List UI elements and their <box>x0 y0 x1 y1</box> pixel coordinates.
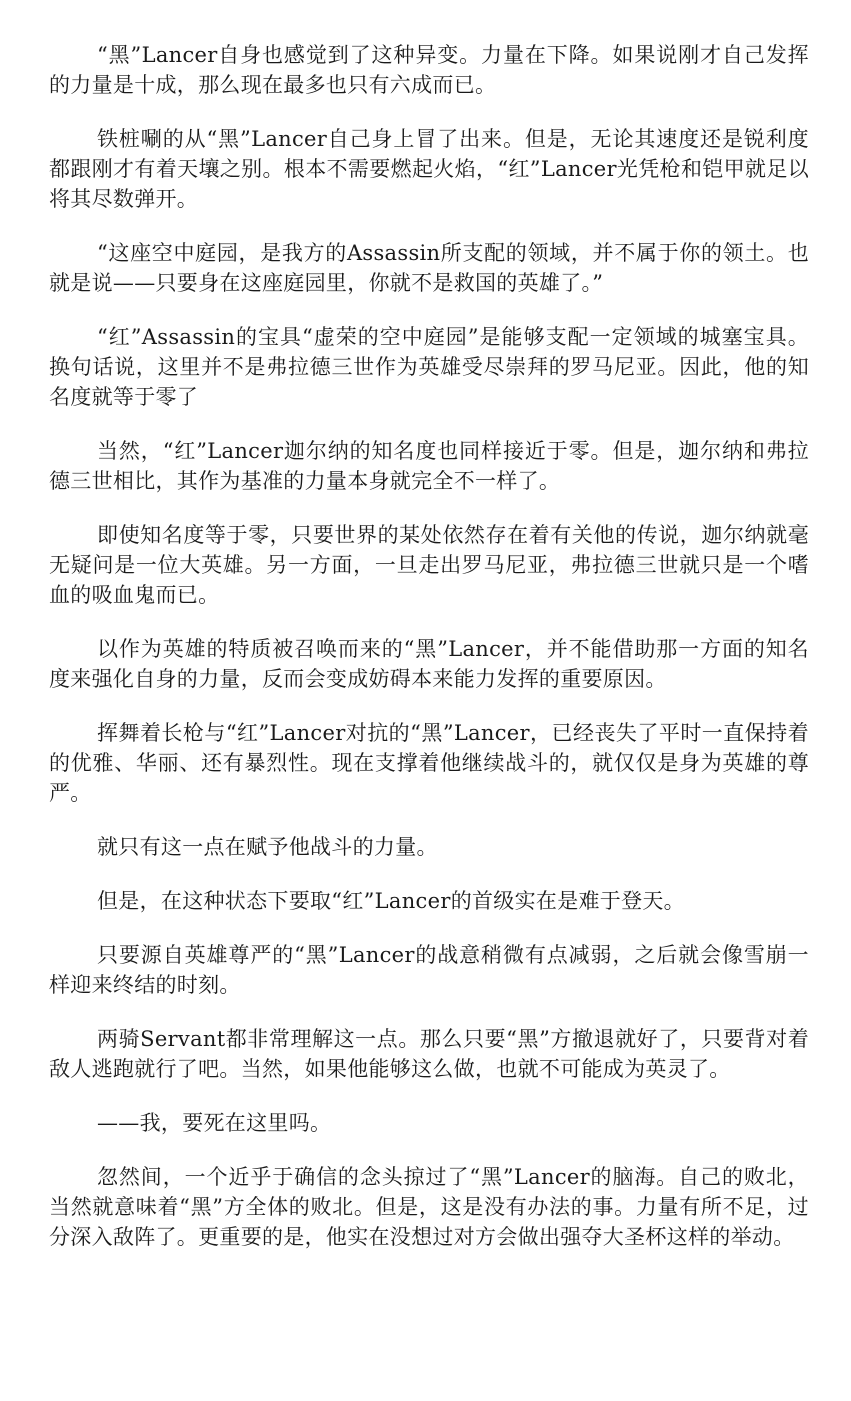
paragraph-4: “红”Assassin的宝具“虚荣的空中庭园”是能够支配一定领域的城塞宝具。换句话说，这里并不是弗拉德三世作为英雄受尽崇拜的罗马尼亚。因此，他的知名度就等于零了 <box>49 325 809 409</box>
paragraph-6: 即使知名度等于零，只要世界的某处依然存在着有关他的传说，迦尔纳就毫无疑问是一位大英雄。另一方面，一旦走出罗马尼亚，弗拉德三世就只是一个嗜血的吸血鬼而已。 <box>49 523 809 607</box>
paragraph-8: 挥舞着长枪与“红”Lancer对抗的“黑”Lancer，已经丧失了平时一直保持着的优雅、华丽、还有暴烈性。现在支撑着他继续战斗的，就仅仅是身为英雄的尊严。 <box>49 721 809 805</box>
paragraph-13: ——我，要死在这里吗。 <box>97 1111 332 1135</box>
paragraph-11: 只要源自英雄尊严的“黑”Lancer的战意稍微有点减弱，之后就会像雪崩一样迎来终结的时刻。 <box>49 943 809 997</box>
paragraph-7: 以作为英雄的特质被召唤而来的“黑”Lancer，并不能借助那一方面的知名度来强化自身的力量，反而会变成妨碍本来能力发挥的重要原因。 <box>49 637 809 691</box>
paragraph-10: 但是，在这种状态下要取“红”Lancer的首级实在是难于登天。 <box>97 889 685 913</box>
paragraph-2: 铁桩唰的从“黑”Lancer自己身上冒了出来。但是，无论其速度还是锐利度都跟刚才有着天壤之别。根本不需要燃起火焰，“红”Lancer光凭枪和铠甲就足以将其尽数弹开。 <box>49 127 809 211</box>
paragraph-9: 就只有这一点在赋予他战斗的力量。 <box>97 835 438 859</box>
paragraph-1: “黑”Lancer自身也感觉到了这种异变。力量在下降。如果说刚才自己发挥的力量是十成，那么现在最多也只有六成而已。 <box>49 43 809 97</box>
paragraph-3: “这座空中庭园，是我方的Assassin所支配的领域，并不属于你的领土。也就是说——只要身在这座庭园里，你就不是救国的英雄了。” <box>49 241 809 295</box>
paragraph-5: 当然，“红”Lancer迦尔纳的知名度也同样接近于零。但是，迦尔纳和弗拉德三世相比，其作为基准的力量本身就完全不一样了。 <box>49 439 809 493</box>
paragraph-12: 两骑Servant都非常理解这一点。那么只要“黑”方撤退就好了，只要背对着敌人逃跑就行了吧。当然，如果他能够这么做，也就不可能成为英灵了。 <box>49 1027 809 1081</box>
paragraph-14: 忽然间，一个近乎于确信的念头掠过了“黑”Lancer的脑海。自己的败北，当然就意味着“黑”方全体的败北。但是，这是没有办法的事。力量有所不足，过分深入敌阵了。更重要的是，他实在没想过对方会做出强夺大圣杯这样的举动。 <box>49 1165 809 1249</box>
document-page <box>49 40 809 1276</box>
